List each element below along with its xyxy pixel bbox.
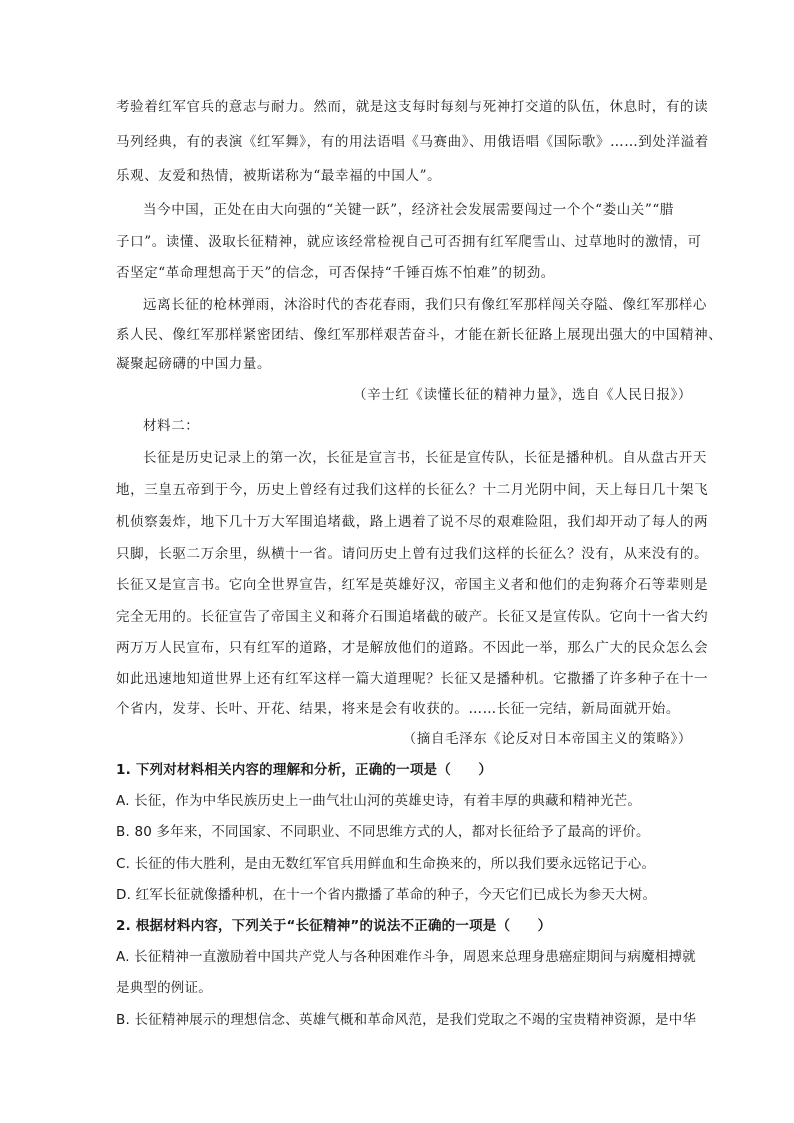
material1-para1-line1: 考验着红军官兵的意志与耐力。然而，就是这支每时每刻与死神打交道的队伍，休息时，有的读 <box>116 99 709 115</box>
question1-option-b: B. 80 多年来，不同国家、不同职业、不同思维方式的人，都对长征给予了最高的评价。 <box>116 824 650 840</box>
question1-stem: 1. 下列对材料相关内容的理解和分析，正确的一项是（ ） <box>116 762 493 778</box>
question2-stem: 2. 根据材料内容，下列关于“长征精神”的说法不正确的一项是（ ） <box>116 918 552 934</box>
question2-option-a-line1: A. 长征精神一直激励着中国共产党人与各种困难作斗争，周恩来总理身患癌症期间与病魔相搏就 <box>116 949 696 965</box>
material2-line3: 机侦察轰炸，地下几十万大军围追堵截，路上遇着了说不尽的艰难险阻，我们却开动了每人的两 <box>116 514 709 530</box>
material1-para2-line2: 子口”。读懂、汲取长征精神，就应该经常检视自己可否拥有红军爬雪山、过草地时的激情，可 <box>116 234 702 250</box>
material1-para2-line1: 当今中国，正处在由大向强的“关键一跃”，经济社会发展需要闯过一个个“娄山关”“腊 <box>143 202 675 218</box>
material1-para1-line3: 乐观、友爱和热情，被斯诺称为“最幸福的中国人”。 <box>116 168 442 184</box>
material2-line1: 长征是历史记录上的第一次，长征是宣言书，长征是宣传队，长征是播种机。自从盘古开天 <box>143 450 707 466</box>
question1-option-d: D. 红军长征就像播种机，在十一个省内撒播了革命的种子，今天它们已成长为参天大树。 <box>116 887 657 903</box>
material1-para3-line2: 系人民、像红军那样紧密团结、像红军那样艰苦奋斗，才能在新长征路上展现出强大的中国精神、 <box>116 327 723 343</box>
material2-line7: 两万万人民宣布，只有红军的道路，才是解放他们的道路。不因此一举，那么广大的民众怎么会 <box>116 640 709 656</box>
material1-source: （辛士红《读懂长征的精神力量》，选自《人民日报》） <box>353 387 692 403</box>
material2-line5: 长征又是宣言书。它向全世界宣告，红军是英雄好汉，帝国主义者和他们的走狗蒋介石等辈则是 <box>116 577 709 593</box>
question1-option-a: A. 长征，作为中华民族历史上一曲气壮山河的英雄史诗，有着丰厚的典藏和精神光芒。 <box>116 793 642 809</box>
material2-heading: 材料二： <box>143 418 200 434</box>
material2-line6: 完全无用的。长征宣告了帝国主义和蒋介石围追堵截的破产。长征又是宣传队。它向十一省大约 <box>116 609 709 625</box>
question2-option-b: B. 长征精神展示的理想信念、英雄气概和革命风范，是我们党取之不竭的宝贵精神资源，是中华 <box>116 1012 697 1028</box>
question1-option-c: C. 长征的伟大胜利，是由无数红军官兵用鲜血和生命换来的，所以我们要永远铭记于心。 <box>116 856 656 872</box>
material2-source: （摘自毛泽东《论反对日本帝国主义的策略》） <box>402 731 692 747</box>
material1-para3-line3: 凝聚起磅礴的中国力量。 <box>116 356 272 372</box>
material2-line4: 只脚，长驱二万余里，纵横十一省。请问历史上曾有过我们这样的长征么？没有，从来没有的。 <box>116 546 709 562</box>
material1-para1-line2: 马列经典，有的表演《红军舞》，有的用法语唱《马赛曲》、用俄语唱《国际歌》……到处洋溢着 <box>116 134 709 150</box>
material1-para3-line1: 远离长征的枪林弹雨，沐浴时代的杏花春雨，我们只有像红军那样闯关夺隘、像红军那样心 <box>143 297 707 313</box>
material2-line9: 个省内，发芽、长叶、开花、结果，将来是会有收获的。……长征一完结，新局面就开始。 <box>116 701 680 717</box>
question2-option-a-line2: 是典型的例证。 <box>116 980 212 996</box>
material1-para2-line3: 否坚定“革命理想高于天”的信念，可否保持“千锤百炼不怕难”的韧劲。 <box>116 265 555 281</box>
material2-line2: 地，三皇五帝到于今，历史上曾经有过我们这样的长征么？十二月光阴中间，天上每日几十架飞 <box>116 482 709 498</box>
material2-line8: 如此迅速地知道世界上还有红军这样一篇大道理呢？长征又是播种机。它撒播了许多种子在十一 <box>116 671 709 687</box>
